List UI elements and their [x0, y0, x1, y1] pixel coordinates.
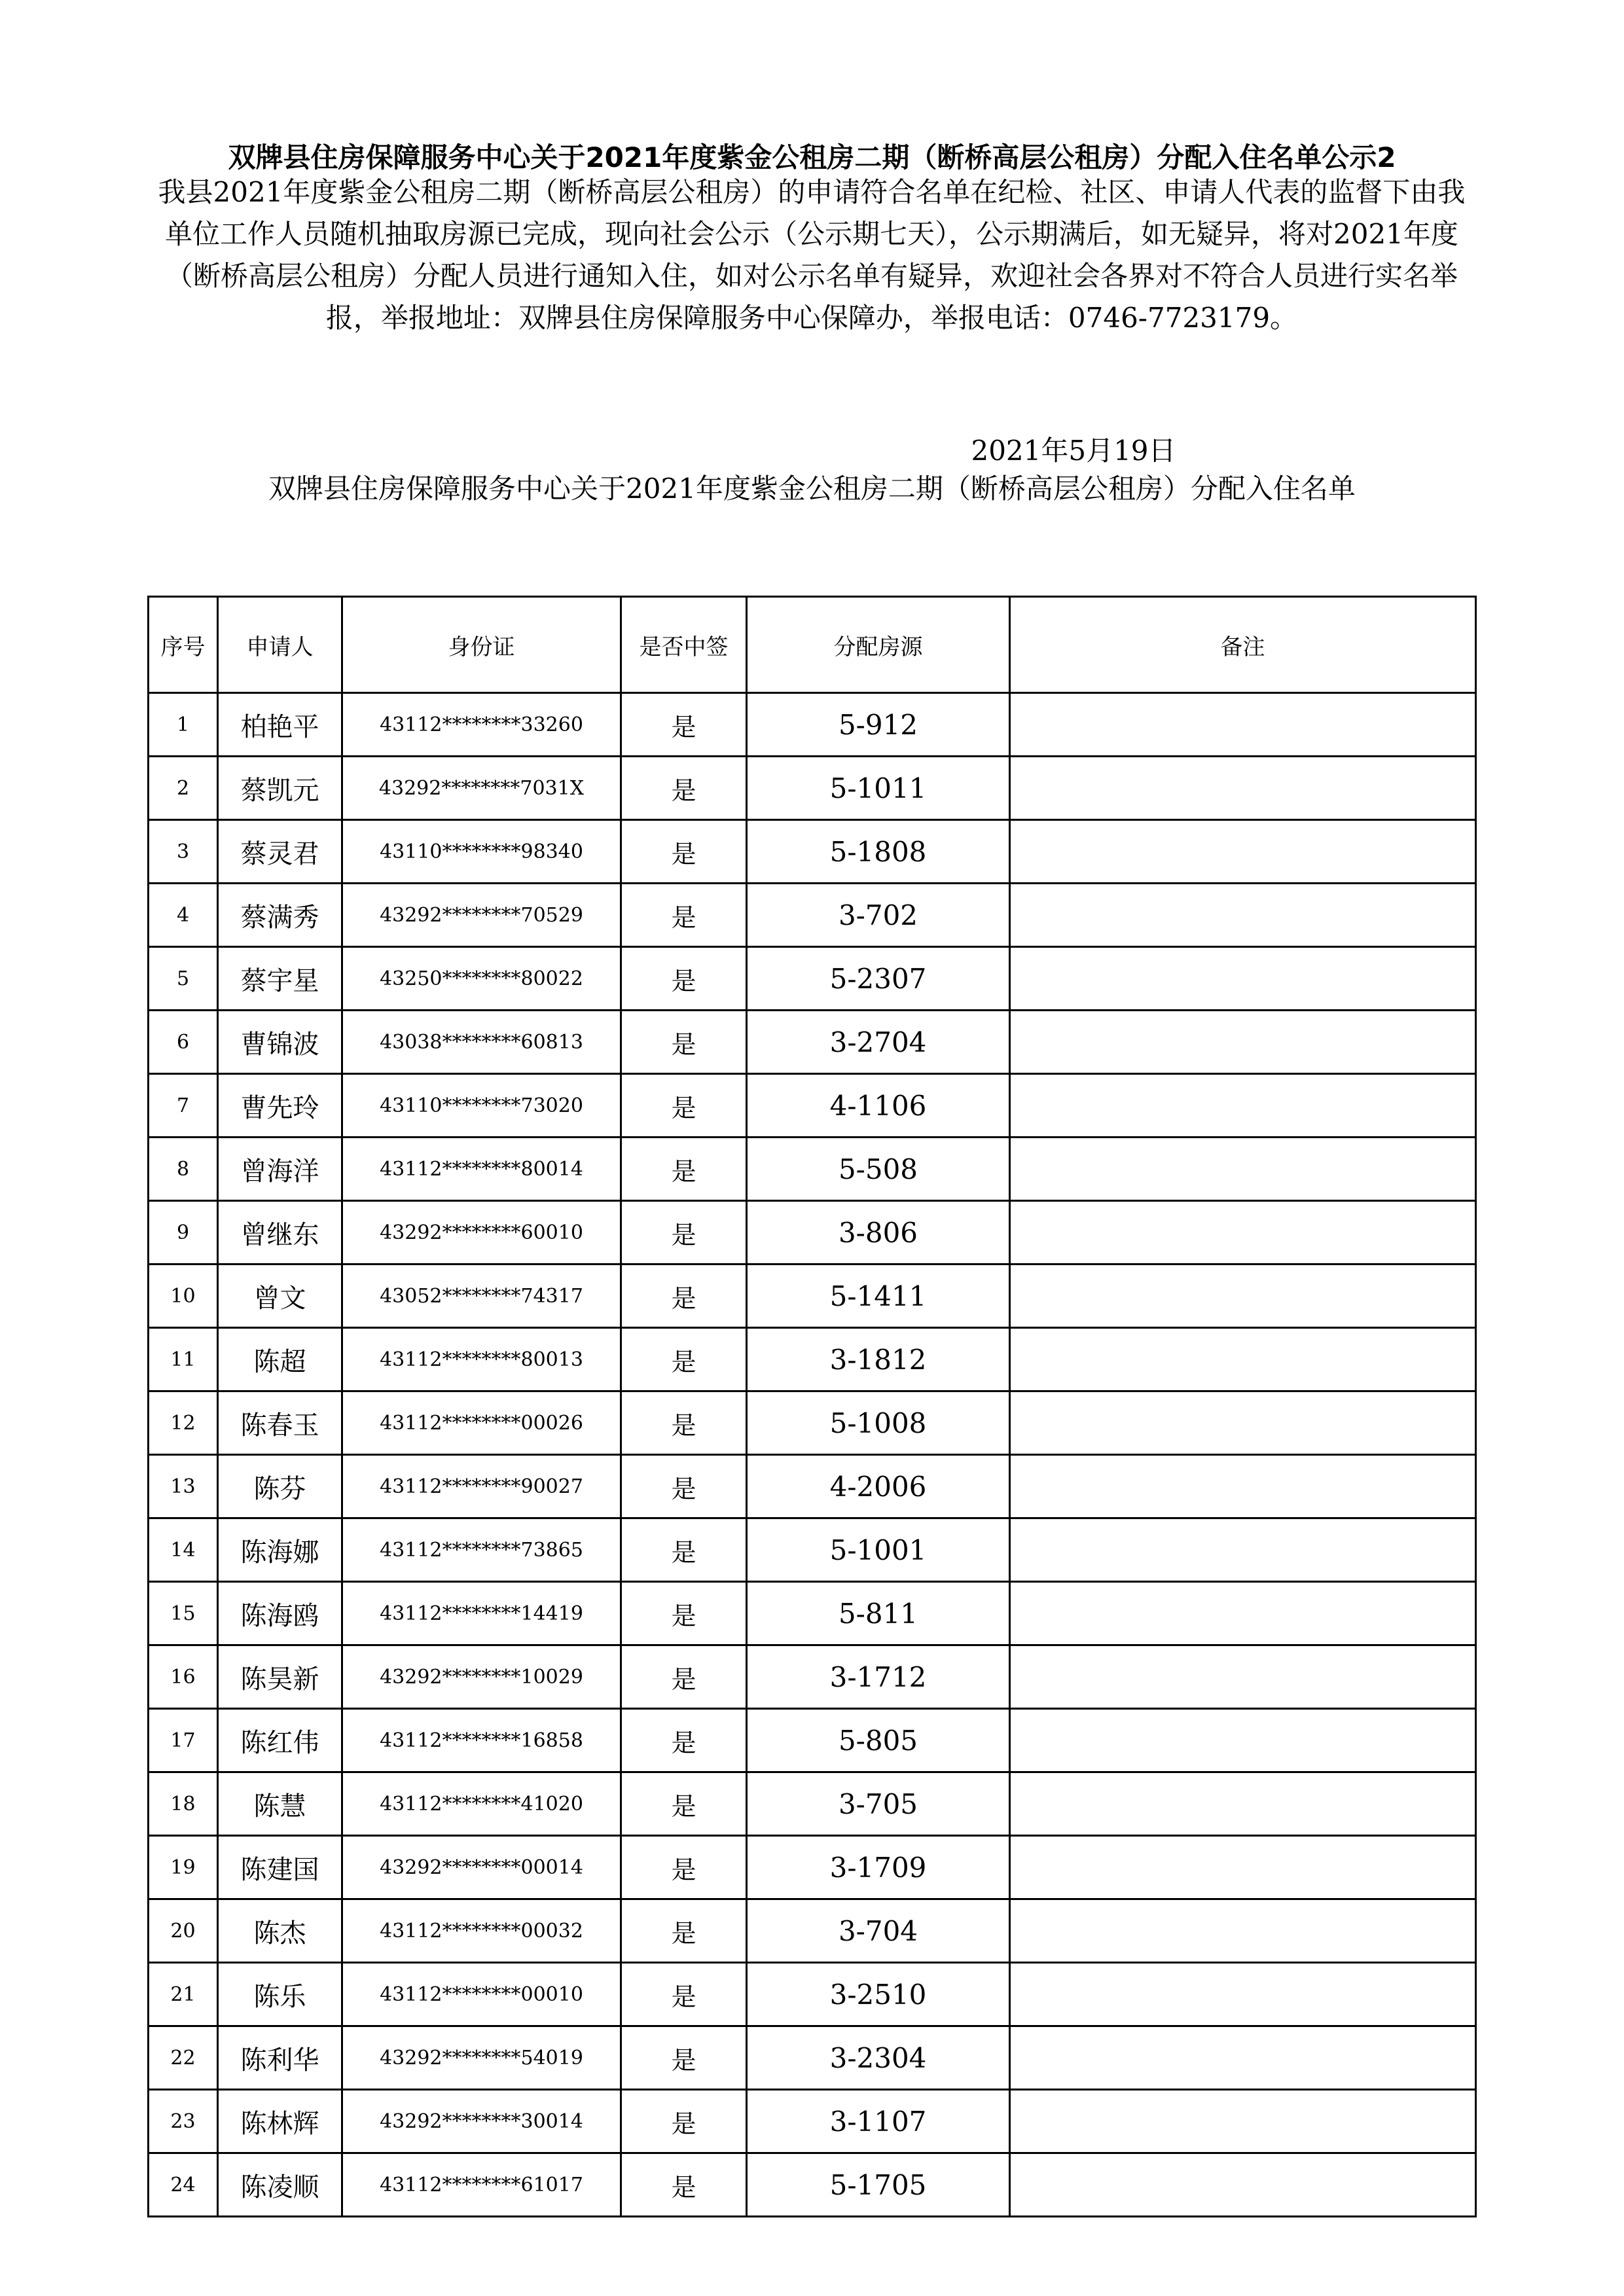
cell-name: 陈乐 [218, 1963, 342, 2026]
cell-note [1010, 2026, 1476, 2090]
header-room: 分配房源 [747, 597, 1010, 693]
cell-id: 43112********00026 [342, 1391, 621, 1455]
table-row [149, 947, 1476, 1011]
cell-selected: 是 [621, 1836, 747, 1899]
cell-note [1010, 2153, 1476, 2217]
cell-name: 柏艳平 [218, 693, 342, 757]
cell-id: 43112********00032 [342, 1899, 621, 1963]
table-row [149, 757, 1476, 820]
cell-name: 陈芬 [218, 1455, 342, 1518]
cell-room: 3-2510 [747, 1963, 1010, 2026]
cell-name: 蔡灵君 [218, 820, 342, 884]
table-row [149, 1265, 1476, 1328]
cell-note [1010, 1518, 1476, 1582]
cell-selected: 是 [621, 1582, 747, 1645]
cell-selected: 是 [621, 1518, 747, 1582]
cell-id: 43112********73865 [342, 1518, 621, 1582]
cell-selected: 是 [621, 1011, 747, 1074]
cell-name: 蔡宇星 [218, 947, 342, 1011]
cell-room: 3-2704 [747, 1011, 1010, 1074]
cell-no: 5 [149, 947, 218, 1011]
cell-room: 3-704 [747, 1899, 1010, 1963]
cell-no: 6 [149, 1011, 218, 1074]
publish-date: 2021年5月19日 [971, 435, 1176, 467]
table-row [149, 1201, 1476, 1265]
cell-selected: 是 [621, 1391, 747, 1455]
cell-selected: 是 [621, 1201, 747, 1265]
cell-no: 12 [149, 1391, 218, 1455]
cell-room: 5-1011 [747, 757, 1010, 820]
cell-note [1010, 1074, 1476, 1138]
table-row [149, 1582, 1476, 1645]
cell-note [1010, 1011, 1476, 1074]
cell-name: 陈凌顺 [218, 2153, 342, 2217]
table-row [149, 1518, 1476, 1582]
cell-room: 3-2304 [747, 2026, 1010, 2090]
table-row [149, 1836, 1476, 1899]
cell-name: 陈昊新 [218, 1645, 342, 1709]
cell-name: 曾文 [218, 1265, 342, 1328]
cell-note [1010, 1455, 1476, 1518]
cell-name: 陈海娜 [218, 1518, 342, 1582]
cell-name: 陈红伟 [218, 1709, 342, 1772]
cell-note [1010, 1899, 1476, 1963]
cell-note [1010, 947, 1476, 1011]
table-row [149, 1709, 1476, 1772]
cell-name: 陈杰 [218, 1899, 342, 1963]
cell-note [1010, 1709, 1476, 1772]
allocation-table [147, 596, 1477, 2217]
cell-room: 3-1107 [747, 2090, 1010, 2153]
cell-selected: 是 [621, 1138, 747, 1201]
table-row [149, 1963, 1476, 2026]
cell-note [1010, 2090, 1476, 2153]
cell-note [1010, 1772, 1476, 1836]
cell-note [1010, 1328, 1476, 1391]
table-row [149, 1011, 1476, 1074]
cell-id: 43038********60813 [342, 1011, 621, 1074]
cell-note [1010, 820, 1476, 884]
cell-name: 陈超 [218, 1328, 342, 1391]
page-title: 双牌县住房保障服务中心关于2021年度紫金公租房二期（断桥高层公租房）分配入住名单公示2 [228, 141, 1396, 173]
cell-no: 16 [149, 1645, 218, 1709]
cell-id: 43292********10029 [342, 1645, 621, 1709]
cell-id: 43112********00010 [342, 1963, 621, 2026]
cell-no: 11 [149, 1328, 218, 1391]
cell-note [1010, 1582, 1476, 1645]
cell-no: 13 [149, 1455, 218, 1518]
cell-name: 陈慧 [218, 1772, 342, 1836]
cell-room: 3-1812 [747, 1328, 1010, 1391]
table-body [149, 693, 1476, 2217]
cell-note [1010, 693, 1476, 757]
cell-selected: 是 [621, 820, 747, 884]
table-row [149, 1074, 1476, 1138]
table-row [149, 2026, 1476, 2090]
cell-selected: 是 [621, 2153, 747, 2217]
cell-selected: 是 [621, 1328, 747, 1391]
cell-id: 43112********41020 [342, 1772, 621, 1836]
cell-id: 43112********14419 [342, 1582, 621, 1645]
cell-no: 15 [149, 1582, 218, 1645]
cell-selected: 是 [621, 947, 747, 1011]
cell-room: 3-1712 [747, 1645, 1010, 1709]
cell-no: 3 [149, 820, 218, 884]
table-row [149, 1455, 1476, 1518]
cell-selected: 是 [621, 1645, 747, 1709]
cell-note [1010, 1265, 1476, 1328]
cell-no: 8 [149, 1138, 218, 1201]
cell-id: 43110********73020 [342, 1074, 621, 1138]
cell-room: 3-806 [747, 1201, 1010, 1265]
table-subtitle: 双牌县住房保障服务中心关于2021年度紫金公租房二期（断桥高层公租房）分配入住名单 [268, 473, 1356, 505]
cell-no: 24 [149, 2153, 218, 2217]
cell-selected: 是 [621, 2026, 747, 2090]
cell-note [1010, 1963, 1476, 2026]
cell-selected: 是 [621, 1772, 747, 1836]
cell-name: 陈春玉 [218, 1391, 342, 1455]
cell-room: 5-811 [747, 1582, 1010, 1645]
cell-no: 23 [149, 2090, 218, 2153]
table-row [149, 1391, 1476, 1455]
cell-id: 43052********74317 [342, 1265, 621, 1328]
cell-room: 5-2307 [747, 947, 1010, 1011]
table-row [149, 1899, 1476, 1963]
cell-note [1010, 1836, 1476, 1899]
cell-selected: 是 [621, 1265, 747, 1328]
cell-id: 43112********80013 [342, 1328, 621, 1391]
table-row [149, 1138, 1476, 1201]
cell-id: 43292********00014 [342, 1836, 621, 1899]
header-selected: 是否中签 [621, 597, 747, 693]
cell-no: 20 [149, 1899, 218, 1963]
cell-no: 18 [149, 1772, 218, 1836]
cell-name: 蔡凯元 [218, 757, 342, 820]
cell-room: 3-705 [747, 1772, 1010, 1836]
cell-no: 4 [149, 884, 218, 947]
cell-id: 43110********98340 [342, 820, 621, 884]
cell-room: 5-1008 [747, 1391, 1010, 1455]
table-row [149, 2090, 1476, 2153]
cell-id: 43292********30014 [342, 2090, 621, 2153]
cell-room: 5-1411 [747, 1265, 1010, 1328]
header-no: 序号 [149, 597, 218, 693]
cell-room: 5-1705 [747, 2153, 1010, 2217]
cell-id: 43112********16858 [342, 1709, 621, 1772]
cell-name: 曾海洋 [218, 1138, 342, 1201]
header-note: 备注 [1010, 597, 1476, 693]
cell-selected: 是 [621, 884, 747, 947]
header-id: 身份证 [342, 597, 621, 693]
table-row [149, 2153, 1476, 2217]
header-name: 申请人 [218, 597, 342, 693]
cell-id: 43112********33260 [342, 693, 621, 757]
cell-room: 5-1808 [747, 820, 1010, 884]
cell-room: 5-912 [747, 693, 1010, 757]
cell-selected: 是 [621, 1899, 747, 1963]
cell-name: 陈海鸥 [218, 1582, 342, 1645]
cell-name: 曾继东 [218, 1201, 342, 1265]
cell-note [1010, 757, 1476, 820]
cell-selected: 是 [621, 1963, 747, 2026]
table-header-row [149, 597, 1476, 693]
cell-no: 19 [149, 1836, 218, 1899]
cell-id: 43112********61017 [342, 2153, 621, 2217]
cell-selected: 是 [621, 1074, 747, 1138]
table-row [149, 1645, 1476, 1709]
cell-note [1010, 1201, 1476, 1265]
table-row [149, 693, 1476, 757]
cell-name: 曹锦波 [218, 1011, 342, 1074]
cell-no: 14 [149, 1518, 218, 1582]
intro-paragraph: 我县2021年度紫金公租房二期（断桥高层公租房）的申请符合名单在纪检、社区、申请人代表的监督下由我单位工作人员随机抽取房源已完成，现向社会公示（公示期七天），公示期满后，如无疑异，将对2021年度（断桥高层公租房）分配人员进行通知入住，如对公示名单有疑异，欢迎社会各界对不符合人员进行实名举报，举报地址：双牌县住房保障服务中心保障办，举报电话：0746-7723179。 [158, 176, 1466, 334]
cell-name: 陈林辉 [218, 2090, 342, 2153]
cell-name: 陈利华 [218, 2026, 342, 2090]
cell-note [1010, 884, 1476, 947]
cell-no: 1 [149, 693, 218, 757]
cell-no: 9 [149, 1201, 218, 1265]
cell-no: 2 [149, 757, 218, 820]
cell-selected: 是 [621, 1455, 747, 1518]
cell-selected: 是 [621, 2090, 747, 2153]
cell-name: 陈建国 [218, 1836, 342, 1899]
table-row [149, 1328, 1476, 1391]
cell-id: 43292********54019 [342, 2026, 621, 2090]
cell-room: 5-508 [747, 1138, 1010, 1201]
cell-note [1010, 1138, 1476, 1201]
cell-name: 蔡满秀 [218, 884, 342, 947]
cell-id: 43250********80022 [342, 947, 621, 1011]
table-row [149, 884, 1476, 947]
cell-name: 曹先玲 [218, 1074, 342, 1138]
cell-no: 17 [149, 1709, 218, 1772]
cell-room: 4-2006 [747, 1455, 1010, 1518]
cell-id: 43292********60010 [342, 1201, 621, 1265]
cell-room: 3-1709 [747, 1836, 1010, 1899]
cell-no: 21 [149, 1963, 218, 2026]
cell-note [1010, 1645, 1476, 1709]
cell-room: 5-1001 [747, 1518, 1010, 1582]
cell-id: 43112********80014 [342, 1138, 621, 1201]
cell-note [1010, 1391, 1476, 1455]
cell-no: 22 [149, 2026, 218, 2090]
table-row [149, 1772, 1476, 1836]
cell-selected: 是 [621, 757, 747, 820]
cell-room: 5-805 [747, 1709, 1010, 1772]
cell-no: 10 [149, 1265, 218, 1328]
cell-selected: 是 [621, 1709, 747, 1772]
cell-id: 43112********90027 [342, 1455, 621, 1518]
cell-id: 43292********70529 [342, 884, 621, 947]
table-row [149, 820, 1476, 884]
cell-id: 43292********7031X [342, 757, 621, 820]
cell-selected: 是 [621, 693, 747, 757]
cell-no: 7 [149, 1074, 218, 1138]
cell-room: 3-702 [747, 884, 1010, 947]
cell-room: 4-1106 [747, 1074, 1010, 1138]
